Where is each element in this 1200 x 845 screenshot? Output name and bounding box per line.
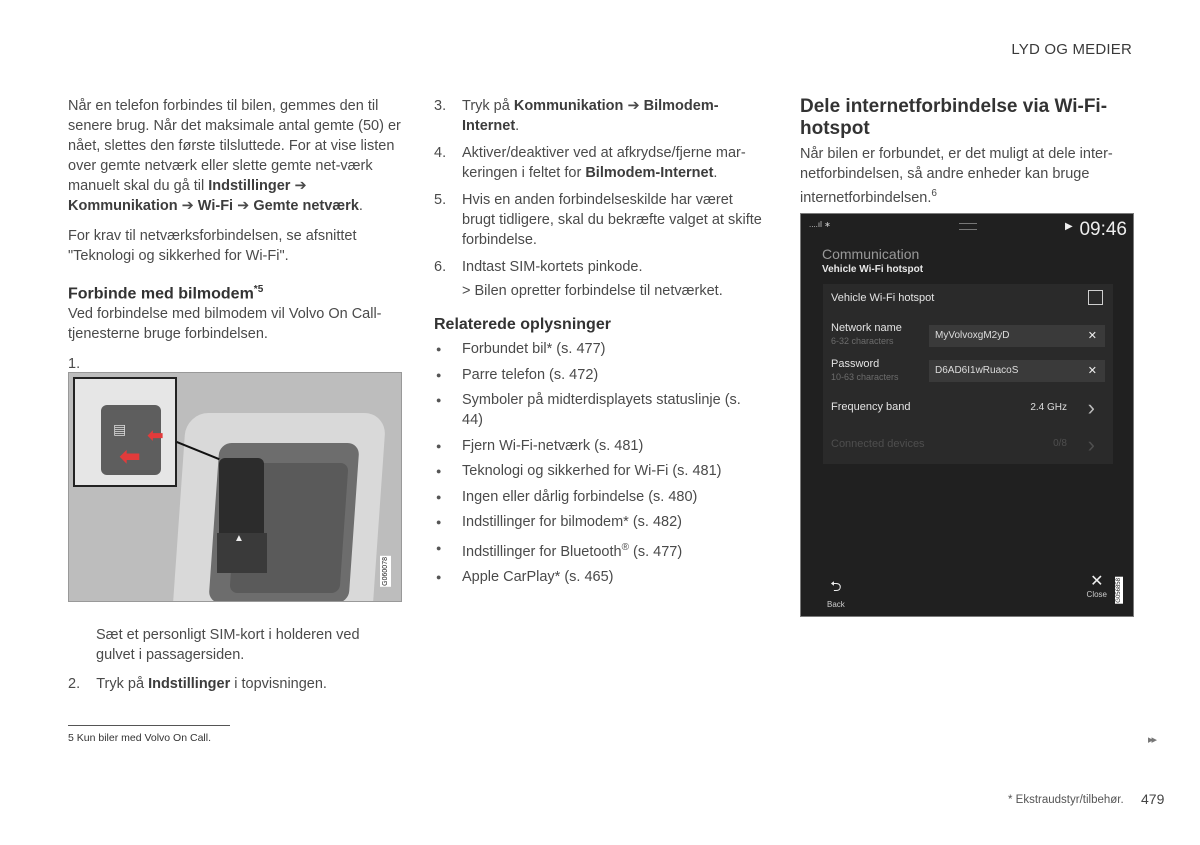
footnote: 5 Kun biler med Volvo On Call. xyxy=(68,732,211,744)
hotspot-checkbox[interactable] xyxy=(1088,290,1103,305)
clear-icon[interactable]: ✕ xyxy=(1087,365,1097,377)
column-middle xyxy=(434,96,764,592)
arrow-right-icon: ➔ xyxy=(627,98,640,114)
related-link[interactable]: ● Apple CarPlay* (s. 465) xyxy=(434,567,764,587)
step-2 xyxy=(68,674,398,694)
paragraph-saved-networks xyxy=(68,96,403,216)
text: Når bilen er forbundet, er det muligt at dele inter-netforbindelsen, så andre enheder kan bruge internetforbindelsen. xyxy=(800,146,1113,206)
step-4 xyxy=(434,143,764,183)
text: . xyxy=(515,118,520,134)
step-1-description: Sæt et personligt SIM-kort i holderen ved gulvet i passagersiden. xyxy=(96,627,360,663)
app-subtitle: Vehicle Wi-Fi hotspot xyxy=(822,264,924,275)
related-link[interactable]: ● Symboler på midterdisplayets statuslinje (s. 44) xyxy=(434,390,764,430)
row-frequency-band[interactable]: Frequency band xyxy=(831,401,911,413)
footnote-ref: *5 xyxy=(253,284,264,295)
sim-card-icon: ▤ xyxy=(113,421,127,437)
related-link[interactable]: ● Indstillinger for bilmodem* (s. 482) xyxy=(434,512,764,532)
text: Indtast SIM-kortets pinkode. xyxy=(462,259,643,275)
step-1-text xyxy=(96,625,402,665)
text: Når en telefon forbindes til bilen, gemmes den til senere brug. Når det maksimale antal gemte (50) er nået, slettes den første tilsluttede. For at vise listen over gemte netværk eller slette gemte net-værk manuelt skal du gå til xyxy=(68,98,401,194)
arrow-left-icon: ⬅ xyxy=(147,425,164,447)
chevron-right-icon: › xyxy=(1087,432,1095,457)
play-icon: ▶ xyxy=(1065,221,1073,232)
step-result: > Bilen opretter forbindelse til netværket. xyxy=(462,283,723,299)
related-link[interactable]: ● Forbundet bil* (s. 477) xyxy=(434,339,764,359)
paragraph-hotspot xyxy=(800,144,1135,208)
value: MyVolvoxgM2yD xyxy=(935,330,1010,341)
text: (s. 477) xyxy=(628,543,683,560)
row-connected-devices: Connected devices xyxy=(831,438,925,450)
chevron-right-icon[interactable]: › xyxy=(1087,395,1095,420)
optional-equipment-note: * Ekstraudstyr/tilbehør. xyxy=(1008,794,1124,806)
page-number: 479 xyxy=(1141,791,1165,807)
text: i topvisningen. xyxy=(230,676,327,692)
sim-holder-illustration xyxy=(68,372,402,602)
text: Indstillinger for Bluetooth xyxy=(462,543,622,560)
paragraph-modem: Ved forbindelse med bilmodem vil Volvo On Call-tjenesterne bruge forbindelsen. xyxy=(68,306,382,343)
text: Hvis en anden forbindelseskilde har været brugt tidligere, skal du bekræfte valget at skifte forbindelse. xyxy=(462,192,762,248)
triangle-icon: ▲ xyxy=(234,533,244,544)
heading-connect-modem xyxy=(68,280,403,304)
text: Tryk på xyxy=(96,676,149,692)
related-link[interactable]: ● Ingen eller dårlig forbindelse (s. 480) xyxy=(434,487,764,507)
step-3 xyxy=(434,96,764,136)
label: Network name xyxy=(831,322,902,334)
text: . xyxy=(713,165,718,181)
arrow-right-icon: ➔ xyxy=(294,178,307,194)
text: Aktiver/deaktiver ved at afkrydse/fjerne mar-keringen i feltet for xyxy=(462,145,746,181)
section-header: LYD OG MEDIER xyxy=(1011,41,1132,58)
arrow-right-icon: ➔ xyxy=(237,198,250,214)
drag-handle-icon xyxy=(959,223,977,230)
value: D6AD6I1wRuacoS xyxy=(935,365,1019,376)
footnote-rule xyxy=(68,725,230,726)
step-5 xyxy=(434,190,764,250)
arrow-curved-icon: ⬅ xyxy=(119,441,141,471)
column-left xyxy=(68,96,403,374)
close-button[interactable] xyxy=(1087,574,1107,599)
related-link-bluetooth[interactable] xyxy=(434,538,764,562)
image-code: G056858 xyxy=(1116,578,1122,603)
related-link[interactable]: ● Fjern Wi-Fi-netværk (s. 481) xyxy=(434,436,764,456)
heading-text: Forbinde med bilmodem xyxy=(68,285,254,303)
menu-path-communication: Kommunikation xyxy=(68,198,178,214)
arrow-right-icon: ➔ xyxy=(181,198,194,214)
label: Close xyxy=(1086,590,1107,599)
heading-hotspot: Dele internetforbindelse via Wi-Fi-hotspot xyxy=(800,96,1108,139)
image-code: G060078 xyxy=(382,557,389,586)
app-title: Communication xyxy=(822,246,920,262)
center-display-screenshot xyxy=(800,213,1134,617)
footnote-ref: 6 xyxy=(931,188,937,199)
continue-icon: ▸▸ xyxy=(1148,734,1156,746)
text: . xyxy=(358,198,363,214)
step-number: 3. xyxy=(434,98,447,114)
step-number: 6. xyxy=(434,259,447,275)
step-number: 2. xyxy=(68,676,81,692)
clear-icon[interactable]: ✕ xyxy=(1087,330,1097,342)
menu-path-modem-internet: Bilmodem-Internet xyxy=(462,98,719,134)
related-link[interactable]: ● Parre telefon (s. 472) xyxy=(434,365,764,385)
hint: 10-63 characters xyxy=(831,372,899,382)
menu-path-communication: Kommunikation xyxy=(513,98,624,114)
menu-path-wifi: Wi-Fi xyxy=(197,198,234,214)
step-number: 5. xyxy=(434,192,447,208)
password-field[interactable] xyxy=(929,360,1105,382)
clock: 09:46 xyxy=(1079,219,1127,240)
related-list xyxy=(434,339,764,587)
label: Back xyxy=(827,600,845,609)
hint: 6-32 characters xyxy=(831,336,894,346)
step-6 xyxy=(434,257,764,277)
heading-related-info: Relaterede oplysninger xyxy=(434,316,611,333)
menu-path-settings: Indstillinger xyxy=(208,178,291,194)
row-network-name xyxy=(831,322,902,346)
column-right xyxy=(800,96,1135,208)
menu-path-saved-networks: Gemte netværk xyxy=(253,198,359,214)
signal-icon: ....ıl ∗ xyxy=(809,220,831,229)
frequency-value: 2.4 GHz xyxy=(1030,402,1067,413)
related-link[interactable]: ● Teknologi og sikkerhed for Wi-Fi (s. 481) xyxy=(434,461,764,481)
network-name-field[interactable] xyxy=(929,325,1105,347)
step-2-line xyxy=(68,674,398,694)
back-button[interactable] xyxy=(827,576,845,609)
sim-holder xyxy=(219,458,264,543)
registered-mark: ® xyxy=(621,541,629,553)
menu-path-settings: Indstillinger xyxy=(148,676,231,692)
bluetooth-icon: ∗ xyxy=(824,220,831,229)
row-password xyxy=(831,358,899,382)
close-icon: ✕ xyxy=(1090,573,1104,590)
row-hotspot: Vehicle Wi-Fi hotspot xyxy=(831,292,935,304)
paragraph-requirements: For krav til netværksforbindelsen, se afsnittet "Teknologi og sikkerhed for Wi-Fi". xyxy=(68,228,357,264)
step-number: 4. xyxy=(434,145,447,161)
menu-path-modem-internet: Bilmodem-Internet xyxy=(585,165,714,181)
step-number: 1. xyxy=(68,356,81,373)
devices-value: 0/8 xyxy=(1053,438,1067,449)
label: Password xyxy=(831,358,880,370)
text: Tryk på xyxy=(462,98,514,114)
back-icon: ⮌ xyxy=(830,578,842,594)
detail-inset xyxy=(73,377,177,487)
